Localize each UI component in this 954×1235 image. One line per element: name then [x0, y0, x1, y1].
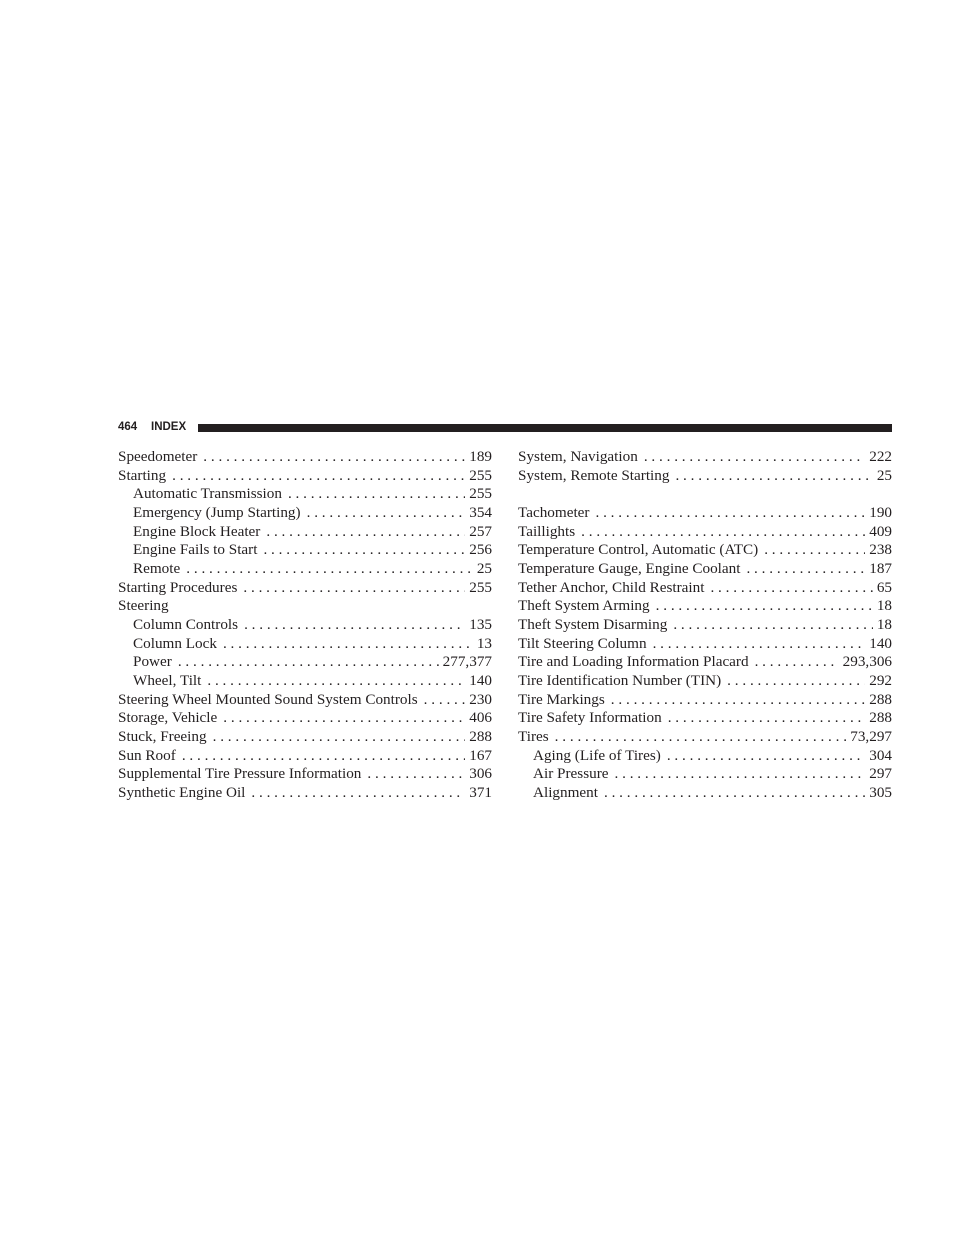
index-subentry: [518, 784, 892, 803]
entry-label: Synthetic Engine Oil: [118, 783, 246, 801]
index-entry: [518, 504, 892, 523]
entry-label: System, Remote Starting: [518, 466, 670, 484]
dot-leader: [424, 691, 466, 710]
entry-page-number: 409: [869, 522, 892, 540]
entry-page-number: 230: [469, 690, 492, 708]
entry-label: Aging (Life of Tires): [533, 746, 661, 764]
entry-page-number: 293,306: [842, 653, 892, 671]
dot-leader: [244, 616, 465, 635]
index-subentry: [118, 541, 492, 560]
entry-label: Engine Block Heater: [133, 522, 261, 540]
entry-label: Storage, Vehicle: [118, 709, 218, 727]
entry-page-number: 25: [476, 559, 492, 577]
entry-label: System, Navigation: [518, 448, 638, 465]
dot-leader: [203, 448, 465, 467]
dot-leader: [644, 448, 865, 467]
entry-label: Air Pressure: [533, 765, 609, 783]
entry-label: Tachometer: [518, 503, 590, 521]
entry-label: Theft System Arming: [518, 597, 650, 615]
entry-page-number: 257: [469, 522, 492, 540]
index-entry: [118, 691, 492, 710]
dot-leader: [581, 523, 865, 542]
entry-label: Stuck, Freeing: [118, 727, 207, 745]
entry-page-number: 222: [869, 448, 892, 465]
index-subentry: [118, 635, 492, 654]
dot-leader: [555, 728, 847, 747]
index-subentry: [118, 560, 492, 579]
entry-page-number: 73,297: [850, 727, 892, 745]
dot-leader: [207, 672, 465, 691]
entry-page-number: 371: [469, 783, 492, 801]
dot-leader: [727, 672, 865, 691]
dot-leader: [668, 709, 866, 728]
index-subentry: [118, 485, 492, 504]
entry-label: Theft System Disarming: [518, 615, 668, 633]
dot-leader: [746, 560, 865, 579]
index-entry: [518, 653, 892, 672]
entry-label: Emergency (Jump Starting): [133, 503, 301, 521]
dot-leader: [367, 765, 465, 784]
dot-leader: [182, 747, 465, 766]
entry-label: Tires: [518, 727, 549, 745]
entry-label: Sun Roof: [118, 746, 176, 764]
entry-label: Column Controls: [133, 615, 239, 633]
entry-page-number: 187: [869, 559, 892, 577]
index-entry: [118, 728, 492, 747]
entry-page-number: 288: [869, 690, 892, 708]
index-entry: [518, 467, 892, 486]
entry-page-number: 277,377: [442, 653, 492, 671]
entry-page-number: 25: [876, 466, 892, 484]
dot-leader: [266, 523, 465, 542]
index-subentry: [118, 653, 492, 672]
entry-page-number: 18: [876, 615, 892, 633]
entry-label: Starting Procedures: [118, 578, 238, 596]
entry-label: Remote: [133, 559, 181, 577]
index-spacer: [518, 485, 892, 504]
page-number: 464: [118, 421, 138, 433]
entry-label: Temperature Gauge, Engine Coolant: [518, 559, 741, 577]
dot-leader: [611, 691, 865, 710]
dot-leader: [213, 728, 466, 747]
entry-page-number: 288: [469, 727, 492, 745]
index-subentry: [118, 616, 492, 635]
entry-page-number: 288: [869, 709, 892, 727]
entry-page-number: 140: [869, 634, 892, 652]
header-rule: [198, 424, 892, 432]
index-subentry: [518, 765, 892, 784]
entry-page-number: 255: [469, 485, 492, 503]
index-entry: [118, 467, 492, 486]
index-entry: [518, 448, 892, 467]
entry-label: Tether Anchor, Child Restraint: [518, 578, 705, 596]
index-subentry: [118, 504, 492, 523]
index-entry: [118, 784, 492, 803]
entry-page-number: 135: [469, 615, 492, 633]
index-entry: [518, 579, 892, 598]
dot-leader: [755, 653, 839, 672]
index-column-right: [518, 448, 892, 802]
dot-leader: [186, 560, 473, 579]
entry-label: Automatic Transmission: [133, 485, 282, 503]
index-entry: [518, 560, 892, 579]
entry-label: Alignment: [533, 783, 598, 801]
entry-page-number: 255: [469, 578, 492, 596]
index-entry: [518, 728, 892, 747]
entry-label: Column Lock: [133, 634, 217, 652]
entry-page-number: 65: [876, 578, 892, 596]
dot-leader: [172, 467, 465, 486]
entry-page-number: 305: [869, 783, 892, 801]
index-entry: [518, 616, 892, 635]
entry-page-number: 190: [869, 503, 892, 521]
index-column-left: [118, 448, 492, 802]
entry-page-number: 18: [876, 597, 892, 615]
entry-label: Steering: [118, 597, 169, 615]
index-entry: [118, 597, 492, 616]
index-entry: [518, 635, 892, 654]
entry-label: Speedometer: [118, 448, 198, 465]
entry-page-number: 255: [469, 466, 492, 484]
entry-page-number: 238: [869, 541, 892, 559]
entry-page-number: 354: [469, 503, 492, 521]
dot-leader: [263, 541, 465, 560]
index-entry: [118, 747, 492, 766]
entry-page-number: 140: [469, 671, 492, 689]
dot-leader: [656, 597, 873, 616]
entry-label: Temperature Control, Automatic (ATC): [518, 541, 759, 559]
entry-label: Power: [133, 653, 172, 671]
dot-leader: [604, 784, 865, 803]
dot-leader: [615, 765, 866, 784]
index-entry: [518, 691, 892, 710]
index-entry: [118, 765, 492, 784]
dot-leader: [223, 709, 465, 728]
entry-page-number: 292: [869, 671, 892, 689]
entry-page-number: 304: [869, 746, 892, 764]
entry-page-number: 167: [469, 746, 492, 764]
dot-leader: [710, 579, 872, 598]
entry-label: Starting: [118, 466, 167, 484]
entry-label: Supplemental Tire Pressure Information: [118, 765, 362, 783]
dot-leader: [653, 635, 866, 654]
index-entry: [118, 709, 492, 728]
index-entry: [118, 579, 492, 598]
dot-leader: [251, 784, 465, 803]
entry-label: Taillights: [518, 522, 576, 540]
entry-page-number: 306: [469, 765, 492, 783]
dot-leader: [673, 616, 872, 635]
index-entry: [118, 448, 492, 467]
entry-label: Tire Safety Information: [518, 709, 662, 727]
dot-leader: [288, 485, 465, 504]
entry-label: Steering Wheel Mounted Sound System Controls: [118, 690, 418, 708]
entry-page-number: 297: [869, 765, 892, 783]
entry-label: Wheel, Tilt: [133, 671, 202, 689]
entry-label: Engine Fails to Start: [133, 541, 258, 559]
entry-page-number: 189: [469, 448, 492, 465]
index-subentry: [118, 523, 492, 542]
entry-label: Tire Markings: [518, 690, 605, 708]
dot-leader: [595, 504, 865, 523]
index-entry: [518, 597, 892, 616]
index-entry: [518, 672, 892, 691]
dot-leader: [243, 579, 465, 598]
entry-label: Tilt Steering Column: [518, 634, 647, 652]
index-entry: [518, 541, 892, 560]
entry-page-number: 13: [476, 634, 492, 652]
index-entry: [518, 709, 892, 728]
dot-leader: [307, 504, 466, 523]
entry-page-number: 256: [469, 541, 492, 559]
entry-label: Tire and Loading Information Placard: [518, 653, 749, 671]
page-header: [118, 420, 892, 434]
dot-leader: [667, 747, 865, 766]
dot-leader: [764, 541, 865, 560]
index-subentry: [518, 747, 892, 766]
dot-leader: [178, 653, 439, 672]
dot-leader: [675, 467, 872, 486]
index-subentry: [118, 672, 492, 691]
dot-leader: [223, 635, 473, 654]
index-entry: [518, 523, 892, 542]
entry-page-number: 406: [469, 709, 492, 727]
entry-label: Tire Identification Number (TIN): [518, 671, 722, 689]
section-title: INDEX: [151, 421, 187, 433]
